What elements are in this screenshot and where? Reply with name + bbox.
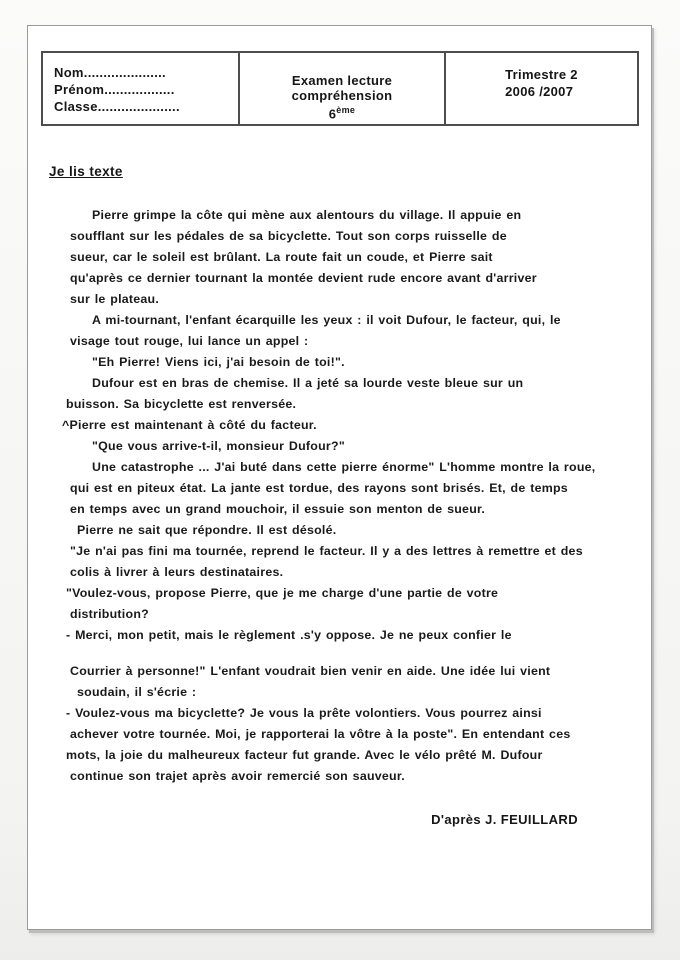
text-line: Une catastrophe ... J'ai buté dans cette pierre énorme" L'homme montre la roue, [92,460,596,474]
text-line: sur le plateau. [70,292,160,306]
trimester-label: Trimestre 2 [505,67,578,82]
text-line: "Voulez-vous, propose Pierre, que je me charge d'une partie de votre [66,586,499,600]
text-line: qu'après ce dernier tournant la montée devient rude encore avant d'arriver [70,271,537,285]
school-year-label: 2006 /2007 [505,84,574,99]
reading-passage [28,205,653,787]
text-line: Pierre ne sait que répondre. Il est désolé. [77,523,337,537]
text-line: sueur, car le soleil est brûlant. La route fait un coude, et Pierre sait [70,250,493,264]
blank-line [70,646,623,661]
text-line: soufflant sur les pédales de sa bicyclette. Tout son corps ruisselle de [70,229,507,243]
text-line: "Je n'ai pas fini ma tournée, reprend le facteur. Il y a des lettres à remettre et des [70,544,583,558]
text-line: achever votre tournée. Moi, je rapporterai la vôtre à la poste". En entendant ces [70,727,571,741]
text-line: continue son trajet après avoir remercié son sauveur. [70,769,405,783]
text-line: Pierre grimpe la côte qui mène aux alentours du village. Il appuie en [92,208,522,222]
grade-level [240,103,444,121]
section-heading: Je lis texte [49,164,123,179]
text-line: A mi-tournant, l'enfant écarquille les yeux : il voit Dufour, le facteur, qui, le [92,313,561,327]
author-attribution: D'après J. FEUILLARD [431,812,578,827]
firstname-field-label: Prénom.................. [54,82,175,97]
exam-title-line2: compréhension [291,87,393,103]
text-line: Dufour est en bras de chemise. Il a jeté sa lourde veste bleue sur un [92,376,524,390]
text-line: visage tout rouge, lui lance un appel : [70,334,309,348]
exam-page [27,25,652,930]
exam-title-line1: Examen lecture [291,72,393,88]
text-line: colis à livrer à leurs destinataires. [70,565,284,579]
text-line: distribution? [70,607,149,621]
grade-suffix: ème [336,104,356,115]
student-identity-cell [43,53,240,124]
grade-number: 6 [328,106,337,121]
text-line: ^Pierre est maintenant à côté du facteur. [62,418,317,432]
text-line: qui est en piteux état. La jante est tordue, des rayons sont brisés. Et, de temps [70,481,568,495]
text-line: Courrier à personne!" L'enfant voudrait bien venir en aide. Une idée lui vient [70,664,551,678]
text-line: - Voulez-vous ma bicyclette? Je vous la prête volontiers. Vous pourrez ainsi [66,706,542,720]
term-cell [446,53,637,124]
header-table [41,51,639,126]
term-inner [505,66,578,100]
exam-title-cell [240,53,446,124]
text-line: soudain, il s'écrie : [77,685,197,699]
text-line: buisson. Sa bicyclette est renversée. [66,397,297,411]
text-line: mots, la joie du malheureux facteur fut grande. Avec le vélo prêté M. Dufour [66,748,543,762]
name-field-label: Nom..................... [54,65,166,80]
class-field-label: Classe..................... [54,99,180,114]
text-line: - Merci, mon petit, mais le règlement .s'y oppose. Je ne peux confier le [66,628,512,642]
text-line: "Eh Pierre! Viens ici, j'ai besoin de toi!". [92,355,345,369]
text-line: en temps avec un grand mouchoir, il essuie son menton de sueur. [70,502,486,516]
text-line: "Que vous arrive-t-il, monsieur Dufour?" [92,439,345,453]
